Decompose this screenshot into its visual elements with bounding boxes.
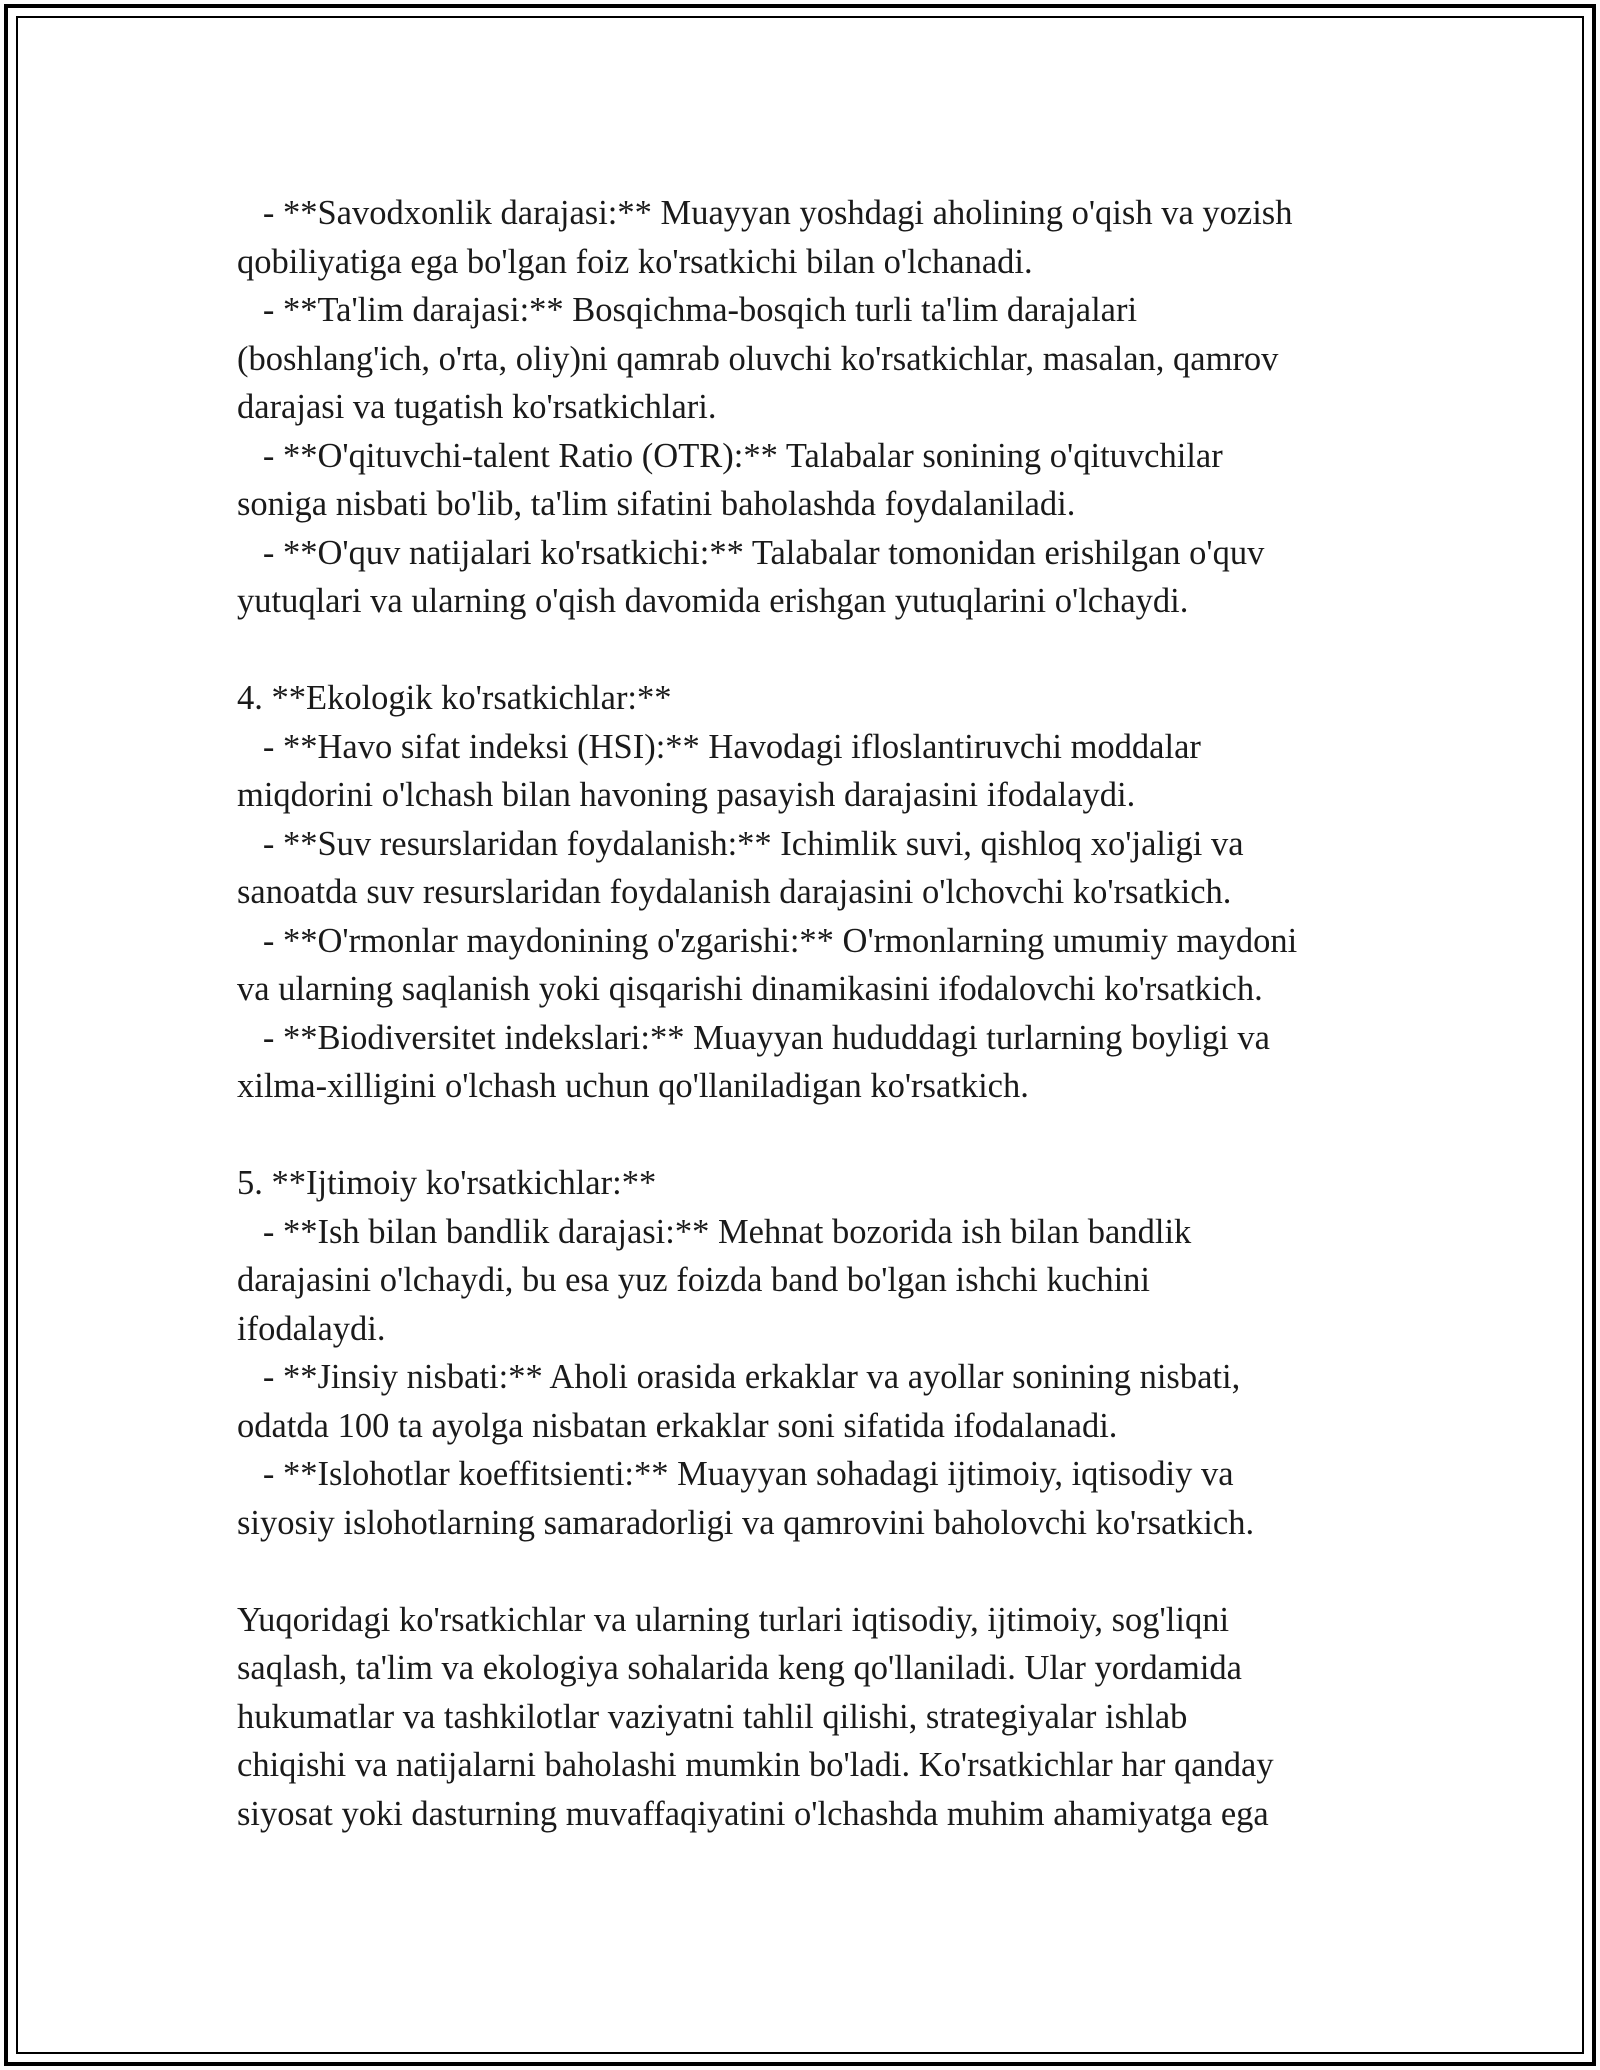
text-line: - **Ish bilan bandlik darajasi:** Mehnat bozorida ish bilan bandlik (237, 1212, 1192, 1251)
text-line: - **Savodxonlik darajasi:** Muayyan yoshdagi aholining o'qish va yozish (237, 194, 1293, 232)
text-line: darajasi va tugatish ko'rsatkichlari. (237, 388, 717, 426)
text-line: - **Biodiversitet indekslari:** Muayyan hududdagi turlarning boyligi va (237, 1018, 1270, 1057)
text-line: yutuqlari va ularning o'qish davomida erishgan yutuqlarini o'lchaydi. (237, 582, 1189, 620)
paragraph-gap (237, 626, 1377, 675)
text-line: - **Islohotlar koeffitsienti:** Muayyan sohadagi ijtimoiy, iqtisodiy va (237, 1455, 1234, 1493)
text-line: Yuqoridagi ko'rsatkichlar va ularning turlari iqtisodiy, ijtimoiy, sog'liqni (237, 1600, 1230, 1639)
text-line: - **Ta'lim darajasi:** Bosqichma-bosqich turli ta'lim darajalari (237, 291, 1138, 329)
text-line: chiqishi va natijalarni baholashi mumkin bo'ladi. Ko'rsatkichlar har qanday (237, 1746, 1274, 1784)
education-indicators-block (237, 189, 1377, 626)
text-line: miqdorini o'lchash bilan havoning pasayish darajasini ifodalaydi. (237, 776, 1136, 814)
section-heading: 4. **Ekologik ko'rsatkichlar:** (237, 679, 672, 717)
social-indicators-block (237, 1159, 1377, 1547)
text-line: - **Jinsiy nisbati:** Aholi orasida erkaklar va ayollar sonining nisbati, (237, 1358, 1241, 1396)
conclusion-paragraph (237, 1596, 1377, 1839)
text-line: siyosat yoki dasturning muvaffaqiyatini o'lchashda muhim ahamiyatga ega (237, 1794, 1269, 1833)
paragraph-gap (237, 1111, 1377, 1160)
ecological-indicators-block (237, 674, 1377, 1111)
text-line: odatda 100 ta ayolga nisbatan erkaklar soni sifatida ifodalanadi. (237, 1406, 1118, 1445)
text-line: siyosiy islohotlarning samaradorligi va qamrovini baholovchi ko'rsatkich. (237, 1503, 1255, 1542)
paragraph-gap (237, 1547, 1377, 1596)
text-line: darajasini o'lchaydi, bu esa yuz foizda band bo'lgan ishchi kuchini (237, 1261, 1151, 1299)
text-line: ifodalaydi. (237, 1309, 386, 1348)
text-line: sanoatda suv resurslaridan foydalanish darajasini o'lchovchi ko'rsatkich. (237, 873, 1232, 911)
text-line: (boshlang'ich, o'rta, oliy)ni qamrab oluvchi ko'rsatkichlar, masalan, qamrov (237, 339, 1279, 378)
text-line: - **Suv resurslaridan foydalanish:** Ichimlik suvi, qishloq xo'jaligi va (237, 824, 1244, 863)
text-line: soniga nisbati bo'lib, ta'lim sifatini baholashda foydalaniladi. (237, 485, 1076, 523)
text-line: hukumatlar va tashkilotlar vaziyatni tahlil qilishi, strategiyalar ishlab (237, 1697, 1188, 1736)
text-line: xilma-xilligini o'lchash uchun qo'llaniladigan ko'rsatkich. (237, 1067, 1029, 1105)
text-line: qobiliyatiga ega bo'lgan foiz ko'rsatkichi bilan o'lchanadi. (237, 242, 1033, 281)
text-line: - **O'rmonlar maydonining o'zgarishi:** O'rmonlarning umumiy maydoni (237, 921, 1298, 960)
text-line: - **O'qituvchi-talent Ratio (OTR):** Talabalar sonining o'qituvchilar (237, 436, 1223, 475)
text-line: va ularning saqlanish yoki qisqarishi dinamikasini ifodalovchi ko'rsatkich. (237, 970, 1263, 1008)
text-line: - **O'quv natijalari ko'rsatkichi:** Talabalar tomonidan erishilgan o'quv (237, 533, 1265, 572)
section-heading: 5. **Ijtimoiy ko'rsatkichlar:** (237, 1164, 657, 1202)
text-line: saqlash, ta'lim va ekologiya sohalarida keng qo'llaniladi. Ular yordamida (237, 1649, 1242, 1687)
document-page (237, 189, 1377, 1838)
text-line: - **Havo sifat indeksi (HSI):** Havodagi ifloslantiruvchi moddalar (237, 727, 1201, 766)
